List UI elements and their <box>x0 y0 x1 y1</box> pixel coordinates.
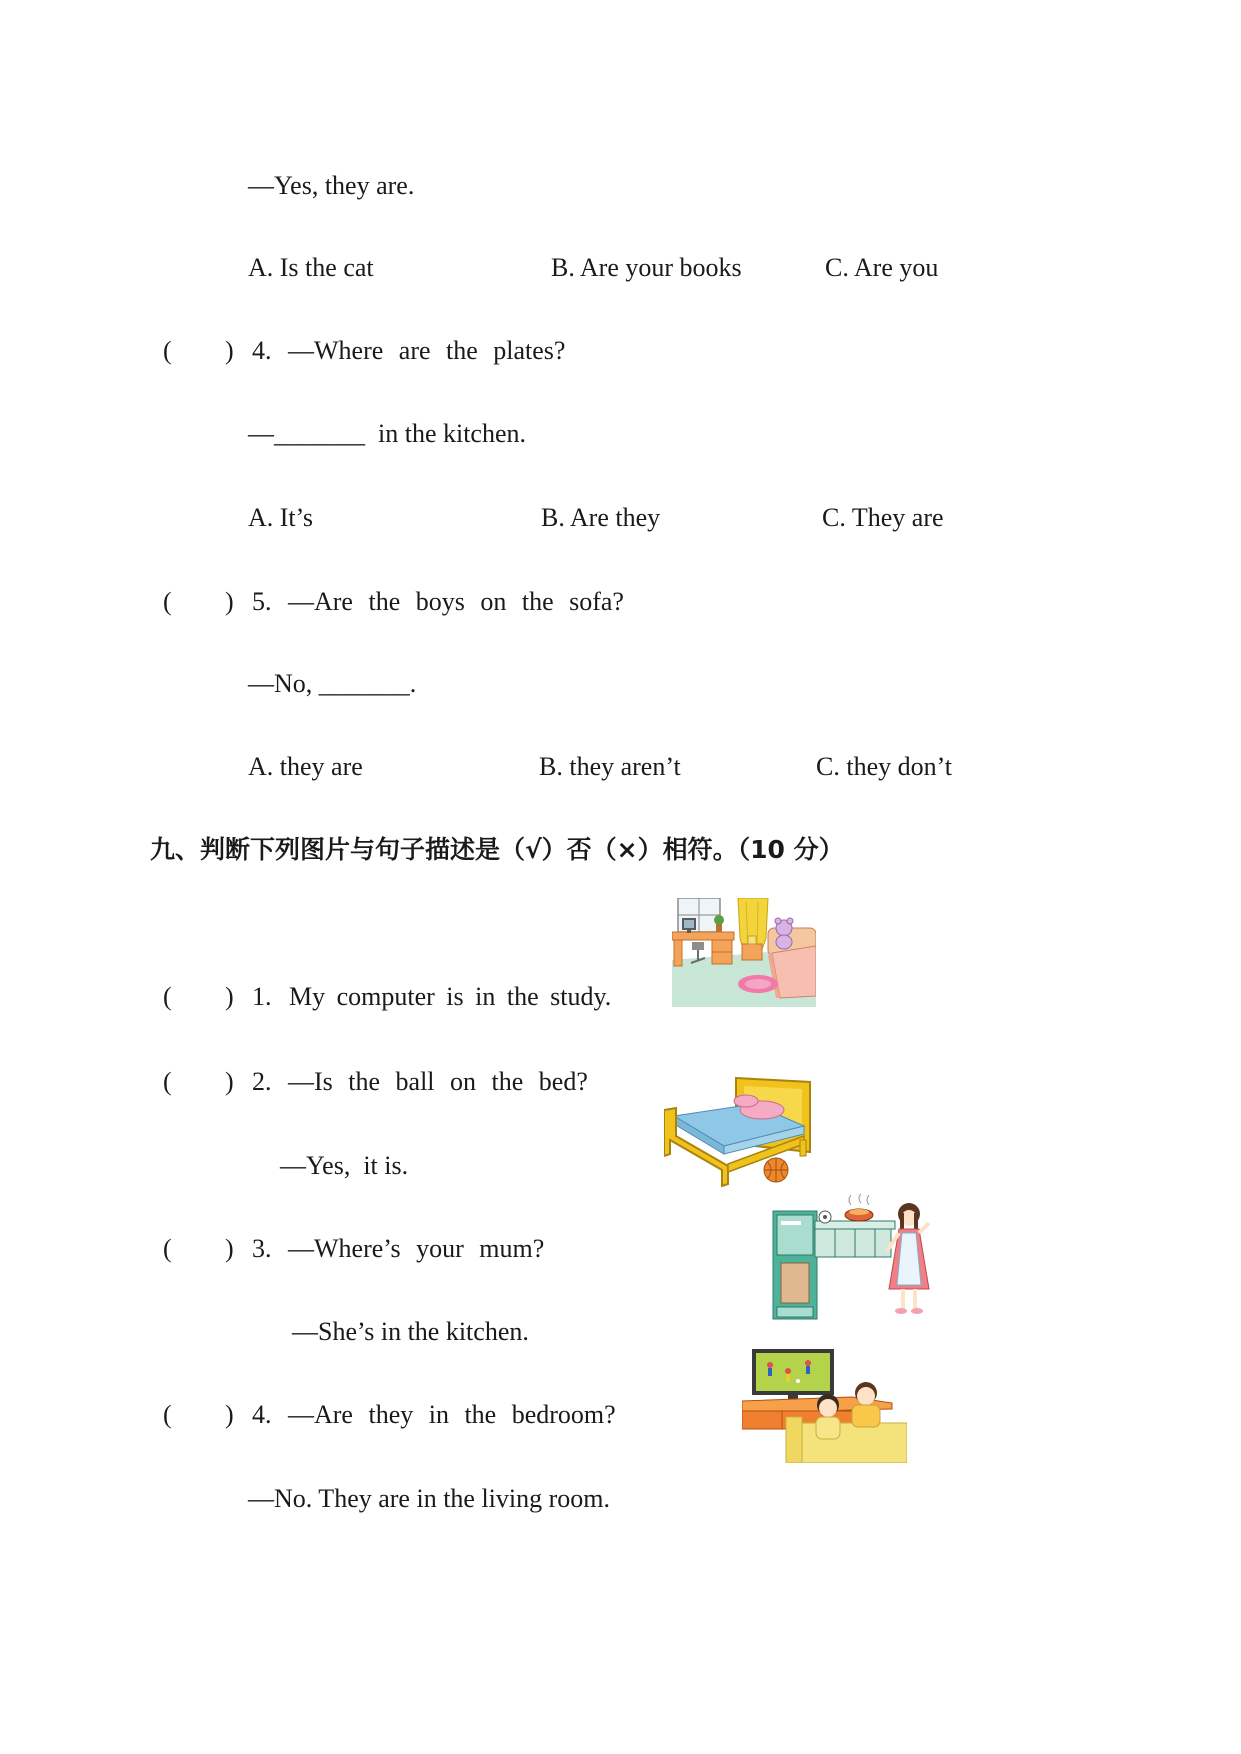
s9-item4-paren-open: ( <box>163 1400 172 1429</box>
q5-answer-paren-close: ) <box>225 587 234 616</box>
q4-option-a: A. It’s <box>248 503 313 532</box>
sofa <box>786 1417 907 1463</box>
s9-item2-number: 2. <box>252 1067 272 1096</box>
teddy-bear <box>775 918 793 949</box>
q5-option-b: B. they aren’t <box>539 752 681 781</box>
s9-item3-number: 3. <box>252 1234 272 1263</box>
q4-question: —Where are the plates? <box>288 336 566 365</box>
s9-item3-paren-close: ) <box>225 1234 234 1263</box>
q3-answer: —Yes, they are. <box>248 171 415 200</box>
q3-option-b: B. Are your books <box>551 253 742 282</box>
q4-answer-paren-close: ) <box>225 336 234 365</box>
s9-item4-number: 4. <box>252 1400 272 1429</box>
q3-option-c: C. Are you <box>825 253 939 282</box>
kitchen-picture <box>771 1193 934 1322</box>
girl <box>887 1203 929 1314</box>
study-room-picture <box>672 898 816 1007</box>
q5-option-c: C. they don’t <box>816 752 953 781</box>
q5-question: —Are the boys on the sofa? <box>288 587 624 616</box>
fridge <box>773 1211 817 1319</box>
s9-item2-question: —Is the ball on the bed? <box>288 1067 588 1096</box>
s9-item1-paren-open: ( <box>163 982 172 1011</box>
steam <box>849 1194 869 1205</box>
q5-answer-paren-open: ( <box>163 587 172 616</box>
s9-item4-question: —Are they in the bedroom? <box>288 1400 616 1429</box>
stove <box>819 1211 831 1223</box>
q5-number: 5. <box>252 587 272 616</box>
rug <box>738 975 778 993</box>
s9-item3-question: —Where’s your mum? <box>288 1234 545 1263</box>
q4-answer: —_______ in the kitchen. <box>248 419 527 448</box>
section9-heading: 九、判断下列图片与句子描述是（√）否（×）相符。（10 分） <box>150 835 844 864</box>
s9-item4-answer: —No. They are in the living room. <box>248 1484 611 1513</box>
s9-item2-answer: —Yes, it is. <box>280 1151 409 1180</box>
s9-item2-paren-open: ( <box>163 1067 172 1096</box>
s9-item3-paren-open: ( <box>163 1234 172 1263</box>
q5-option-a: A. they are <box>248 752 363 781</box>
s9-item2-paren-close: ) <box>225 1067 234 1096</box>
s9-item4-paren-close: ) <box>225 1400 234 1429</box>
living-room-picture <box>742 1347 907 1463</box>
q4-number: 4. <box>252 336 272 365</box>
s9-item1-number: 1. <box>252 982 272 1011</box>
q3-option-a: A. Is the cat <box>248 253 374 282</box>
cooking-pot <box>845 1209 873 1221</box>
q5-answer: —No, _______. <box>248 669 417 698</box>
bed-picture <box>664 1074 815 1190</box>
s9-item3-answer: —She’s in the kitchen. <box>292 1317 529 1346</box>
s9-item1-paren-close: ) <box>225 982 234 1011</box>
basketball <box>764 1158 788 1182</box>
q4-option-c: C. They are <box>822 503 944 532</box>
s9-item1-sentence: My computer is in the study. <box>289 982 612 1011</box>
q4-option-b: B. Are they <box>541 503 661 532</box>
counter <box>815 1221 895 1257</box>
q4-answer-paren-open: ( <box>163 336 172 365</box>
tv <box>752 1349 834 1399</box>
